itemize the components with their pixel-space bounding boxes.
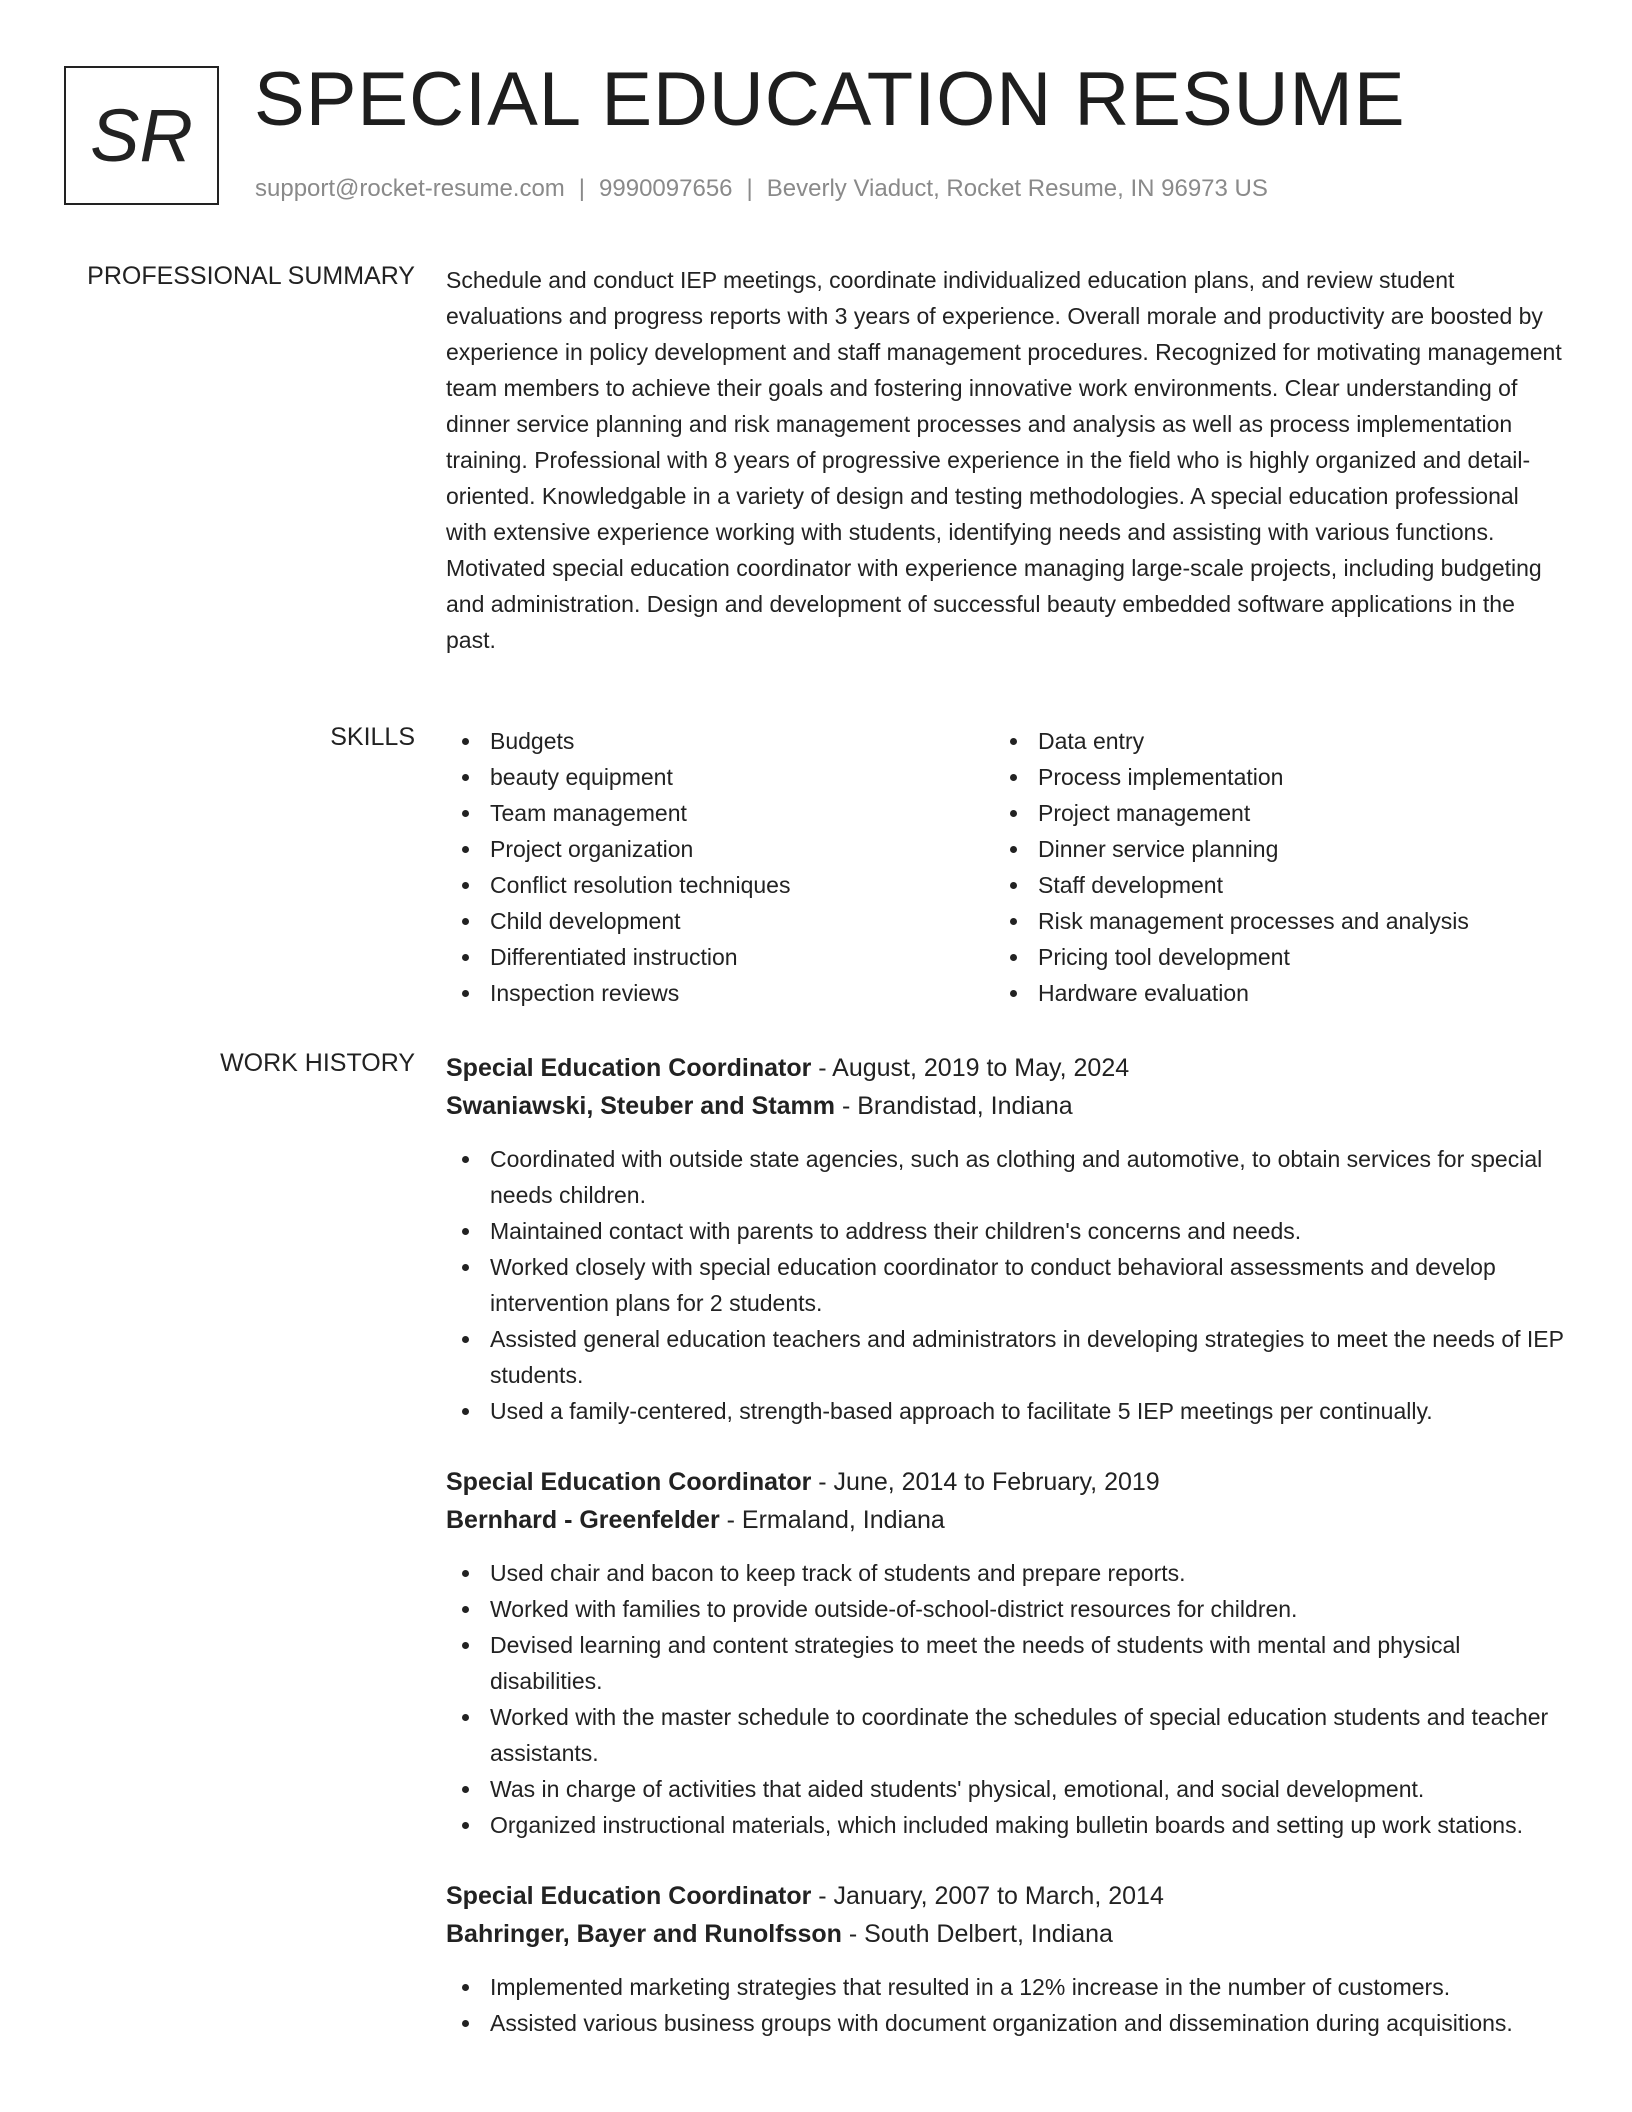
- skills-list-left: [446, 723, 994, 1011]
- job-bullet: Worked with families to provide outside-of-school-district resources for children.: [446, 1591, 1566, 1627]
- job-title-line: [446, 1877, 1566, 1915]
- summary-text: Schedule and conduct IEP meetings, coordinate individualized education plans, and review student evaluations and progress reports with 3 years of experience. Overall morale and productivity are boosted by experience in policy development and staff management procedures. Recognized for motivating management team members to achieve their goals and fostering innovative work environments. Clear understanding of dinner service planning and risk management processes and analysis as well as process implementation training. Professional with 8 years of progressive experience in the field who is highly organized and detail-oriented. Knowledgable in a variety of design and testing methodologies. A special education professional with extensive experience working with students, identifying needs and assisting with various functions. Motivated special education coordinator with experience managing large-scale projects, including budgeting and administration. Design and development of successful beauty embedded software applications in the past.: [446, 267, 1562, 653]
- skill-item: Pricing tool development: [994, 939, 1542, 975]
- job-bullet-list: [446, 1555, 1566, 1843]
- job-bullet: Assisted various business groups with document organization and dissemination during acquisitions.: [446, 2005, 1566, 2041]
- job-dates: - June, 2014 to February, 2019: [811, 1468, 1160, 1496]
- skills-heading: SKILLS: [330, 723, 415, 751]
- job-location: - Brandistad, Indiana: [835, 1092, 1073, 1120]
- job-location: - Ermaland, Indiana: [719, 1506, 945, 1534]
- job-bullet: Assisted general education teachers and administrators in developing strategies to meet the needs of IEP students.: [446, 1321, 1566, 1393]
- job-entry: [446, 1877, 1566, 2041]
- job-entry: [446, 1463, 1566, 1843]
- skill-item: Dinner service planning: [994, 831, 1542, 867]
- job-company: Bahringer, Bayer and Runolfsson: [446, 1920, 842, 1948]
- page-title: SPECIAL EDUCATION RESUME: [254, 57, 1406, 142]
- skill-item: Conflict resolution techniques: [446, 867, 994, 903]
- job-bullet: Devised learning and content strategies to meet the needs of students with mental and physical disabilities.: [446, 1627, 1566, 1699]
- job-bullet: Organized instructional materials, which included making bulletin boards and setting up work stations.: [446, 1807, 1566, 1843]
- job-bullet: Used chair and bacon to keep track of students and prepare reports.: [446, 1555, 1566, 1591]
- job-company-line: [446, 1915, 1566, 1953]
- job-bullet: Coordinated with outside state agencies, such as clothing and automotive, to obtain services for special needs children.: [446, 1141, 1566, 1213]
- skill-item: Hardware evaluation: [994, 975, 1542, 1011]
- job-dates: - January, 2007 to March, 2014: [811, 1882, 1164, 1910]
- skill-item: beauty equipment: [446, 759, 994, 795]
- job-bullet: Worked with the master schedule to coordinate the schedules of special education students and teacher assistants.: [446, 1699, 1566, 1771]
- skill-item: Process implementation: [994, 759, 1542, 795]
- skill-item: Data entry: [994, 723, 1542, 759]
- summary-heading: PROFESSIONAL SUMMARY: [87, 262, 415, 290]
- skill-item: Differentiated instruction: [446, 939, 994, 975]
- contact-email: support@rocket-resume.com: [255, 175, 565, 202]
- work-history-heading: WORK HISTORY: [220, 1049, 415, 1077]
- contact-separator: |: [578, 175, 586, 202]
- contact-separator: |: [746, 175, 753, 202]
- skill-item: Project management: [994, 795, 1542, 831]
- job-company: Swaniawski, Steuber and Stamm: [446, 1092, 836, 1120]
- job-company: Bernhard - Greenfelder: [446, 1506, 720, 1534]
- job-list: [446, 1049, 1566, 2075]
- job-dates: - August, 2019 to May, 2024: [811, 1054, 1130, 1082]
- contact-phone: 9990097656: [599, 175, 733, 202]
- job-title-line: [446, 1049, 1566, 1087]
- skill-item: Budgets: [446, 723, 994, 759]
- skill-item: Project organization: [446, 831, 994, 867]
- skill-item: Staff development: [994, 867, 1542, 903]
- skill-item: Inspection reviews: [446, 975, 994, 1011]
- job-title-line: [446, 1463, 1566, 1501]
- contact-line: [255, 175, 1268, 203]
- job-title: Special Education Coordinator: [446, 1054, 812, 1082]
- job-title: Special Education Coordinator: [446, 1882, 812, 1910]
- job-company-line: [446, 1501, 1566, 1539]
- job-location: - South Delbert, Indiana: [841, 1920, 1113, 1948]
- job-bullet: Worked closely with special education coordinator to conduct behavioral assessments and develop intervention plans for 2 students.: [446, 1249, 1566, 1321]
- job-company-line: [446, 1087, 1566, 1125]
- job-entry: [446, 1049, 1566, 1429]
- job-title: Special Education Coordinator: [446, 1468, 812, 1496]
- job-bullet-list: [446, 1141, 1566, 1429]
- job-bullet: Maintained contact with parents to address their children's concerns and needs.: [446, 1213, 1566, 1249]
- contact-address: Beverly Viaduct, Rocket Resume, IN 96973 US: [766, 175, 1268, 202]
- job-bullet: Implemented marketing strategies that resulted in a 12% increase in the number of customers.: [446, 1969, 1566, 2005]
- job-bullet: Used a family-centered, strength-based approach to facilitate 5 IEP meetings per continually.: [446, 1393, 1566, 1429]
- skills-list-right: [994, 723, 1542, 1011]
- monogram-logo: SR: [64, 66, 219, 205]
- skill-item: Risk management processes and analysis: [994, 903, 1542, 939]
- skill-item: Child development: [446, 903, 994, 939]
- job-bullet: Was in charge of activities that aided students' physical, emotional, and social development.: [446, 1771, 1566, 1807]
- skill-item: Team management: [446, 795, 994, 831]
- job-bullet-list: [446, 1969, 1566, 2041]
